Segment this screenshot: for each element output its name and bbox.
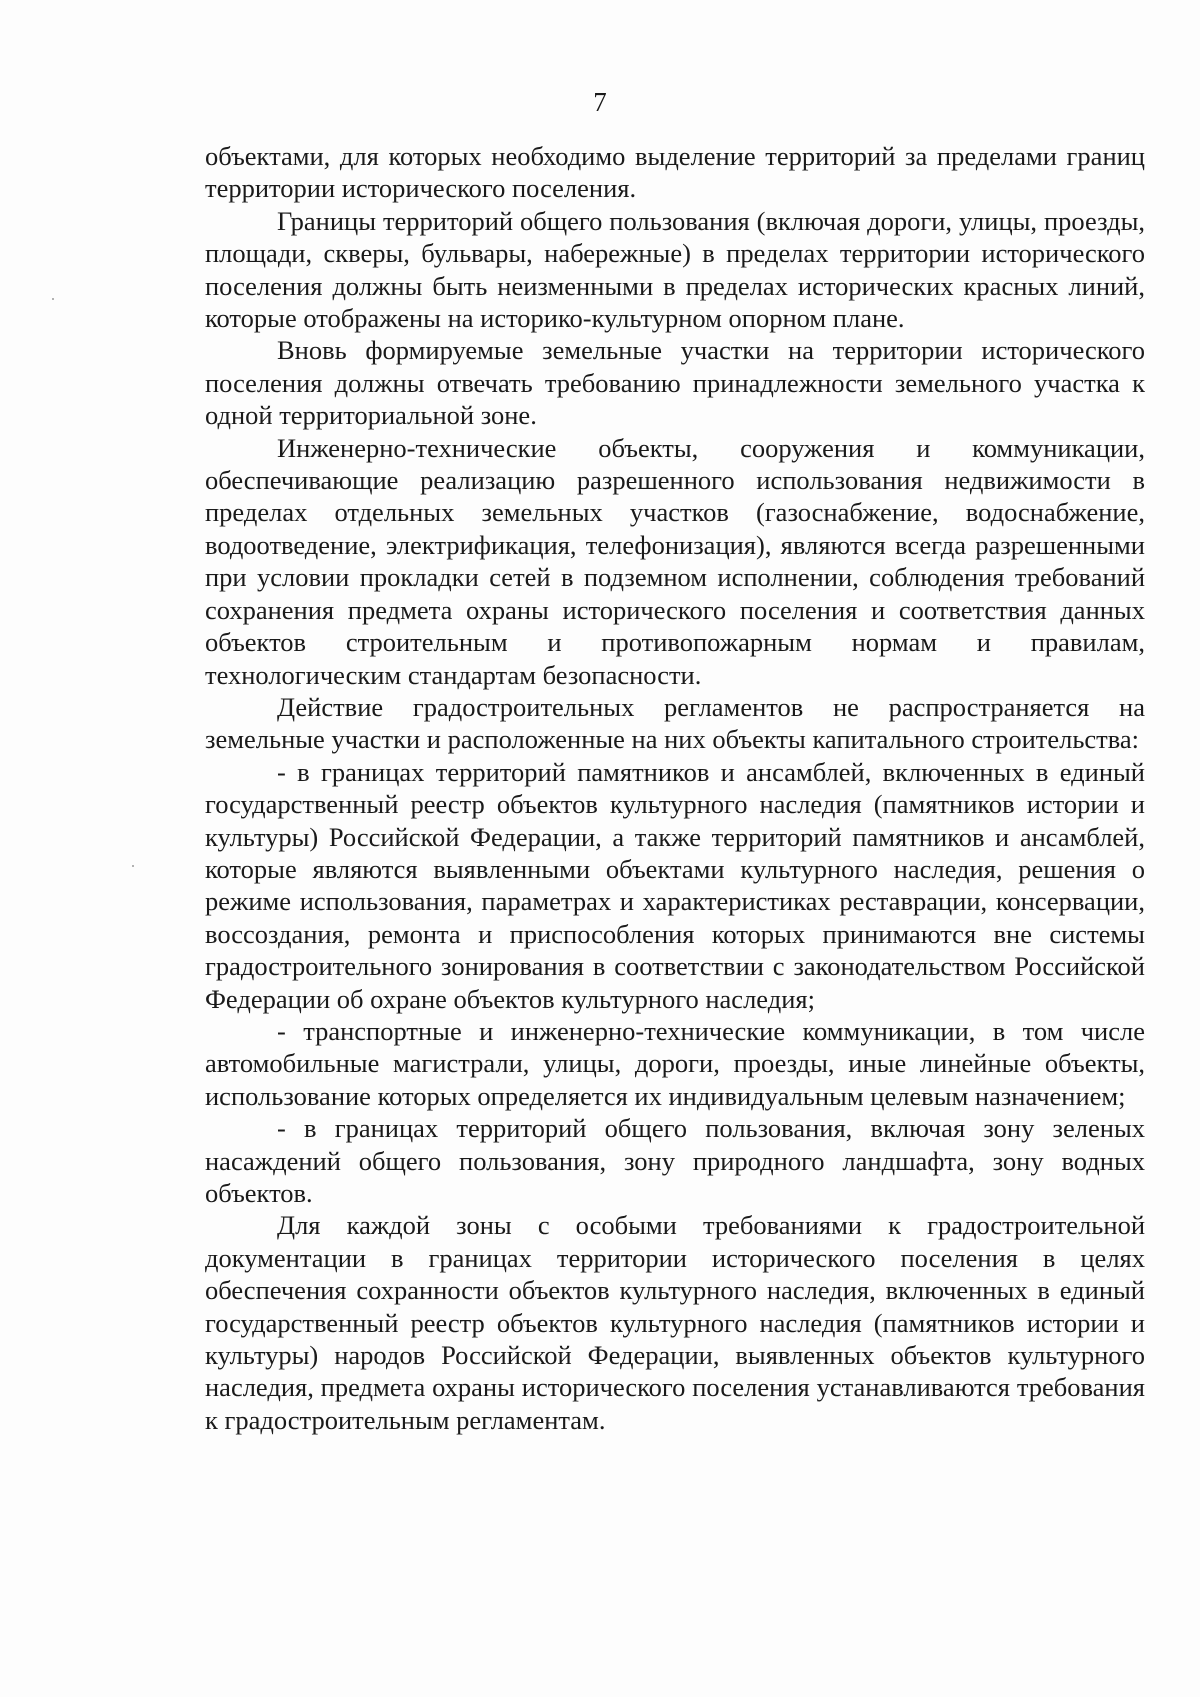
- paragraph-public-territories: Границы территорий общего пользования (включая дороги, улицы, проезды, площади, скверы, бульвары, набережные) в пределах территории исторического поселения должны быть неизменными в пределах исторических красных линий, которые отображены на историко-культурном опорном плане.: [205, 205, 1145, 334]
- paragraph-engineering-objects: Инженерно-технические объекты, сооружения и коммуникации, обеспечивающие реализацию разрешенного использования недвижимости в пределах отдельных земельных участков (газоснабжение, водоснабжение, водоотведение, электрификация, телефонизация), являются всегда разрешенными при условии прокладки сетей в подземном исполнении, соблюдения требований сохранения предмета охраны исторического поселения и соответствия данных объектов строительным и противопожарным нормам и правилам, технологическим стандартам безопасности.: [205, 432, 1145, 690]
- paragraph-land-plots: Вновь формируемые земельные участки на территории исторического поселения должны отвечать требованию принадлежности земельного участка к одной территориальной зоне.: [205, 335, 1145, 431]
- paragraph-regulations-scope: Действие градостроительных регламентов не распространяется на земельные участки и расположенные на них объекты капитального строительства:: [205, 691, 1145, 755]
- list-item-public-areas: - в границах территорий общего пользования, включая зону зеленых насаждений общего пользования, зону природного ландшафта, зону водных объектов.: [205, 1113, 1145, 1208]
- scan-speck: [52, 298, 54, 300]
- scan-speck: [132, 865, 134, 867]
- document-body: [205, 140, 1145, 1436]
- list-item-monuments: - в границах территорий памятников и ансамблей, включенных в единый государственный реестр объектов культурного наследия (памятников истории и культуры) Российской Федерации, а также территорий памятников и ансамблей, которые являются выявленными объектами культурного наследия, решения о режиме использования, параметрах и характеристиках реставрации, консервации, воссоздания, ремонта и приспособления которых принимаются вне системы градостроительного зонирования в соответствии с законодательством Российской Федерации об охране объектов культурного наследия;: [205, 756, 1145, 1014]
- paragraph-zone-requirements: Для каждой зоны с особыми требованиями к градостроительной документации в границах территории исторического поселения в целях обеспечения сохранности объектов культурного наследия, включенных в единый государственный реестр объектов культурного наследия (памятников истории и культуры) народов Российской Федерации, выявленных объектов культурного наследия, предмета охраны исторического поселения устанавливаются требования к градостроительным регламентам.: [205, 1210, 1145, 1435]
- page-number: 7: [593, 87, 607, 117]
- paragraph-continuation: объектами, для которых необходимо выделение территорий за пределами границ территории исторического поселения.: [205, 141, 1145, 204]
- list-item-communications: - транспортные и инженерно-технические коммуникации, в том числе автомобильные магистрали, улицы, дороги, проезды, иные линейные объекты, использование которых определяется их индивидуальным целевым назначением;: [205, 1015, 1145, 1111]
